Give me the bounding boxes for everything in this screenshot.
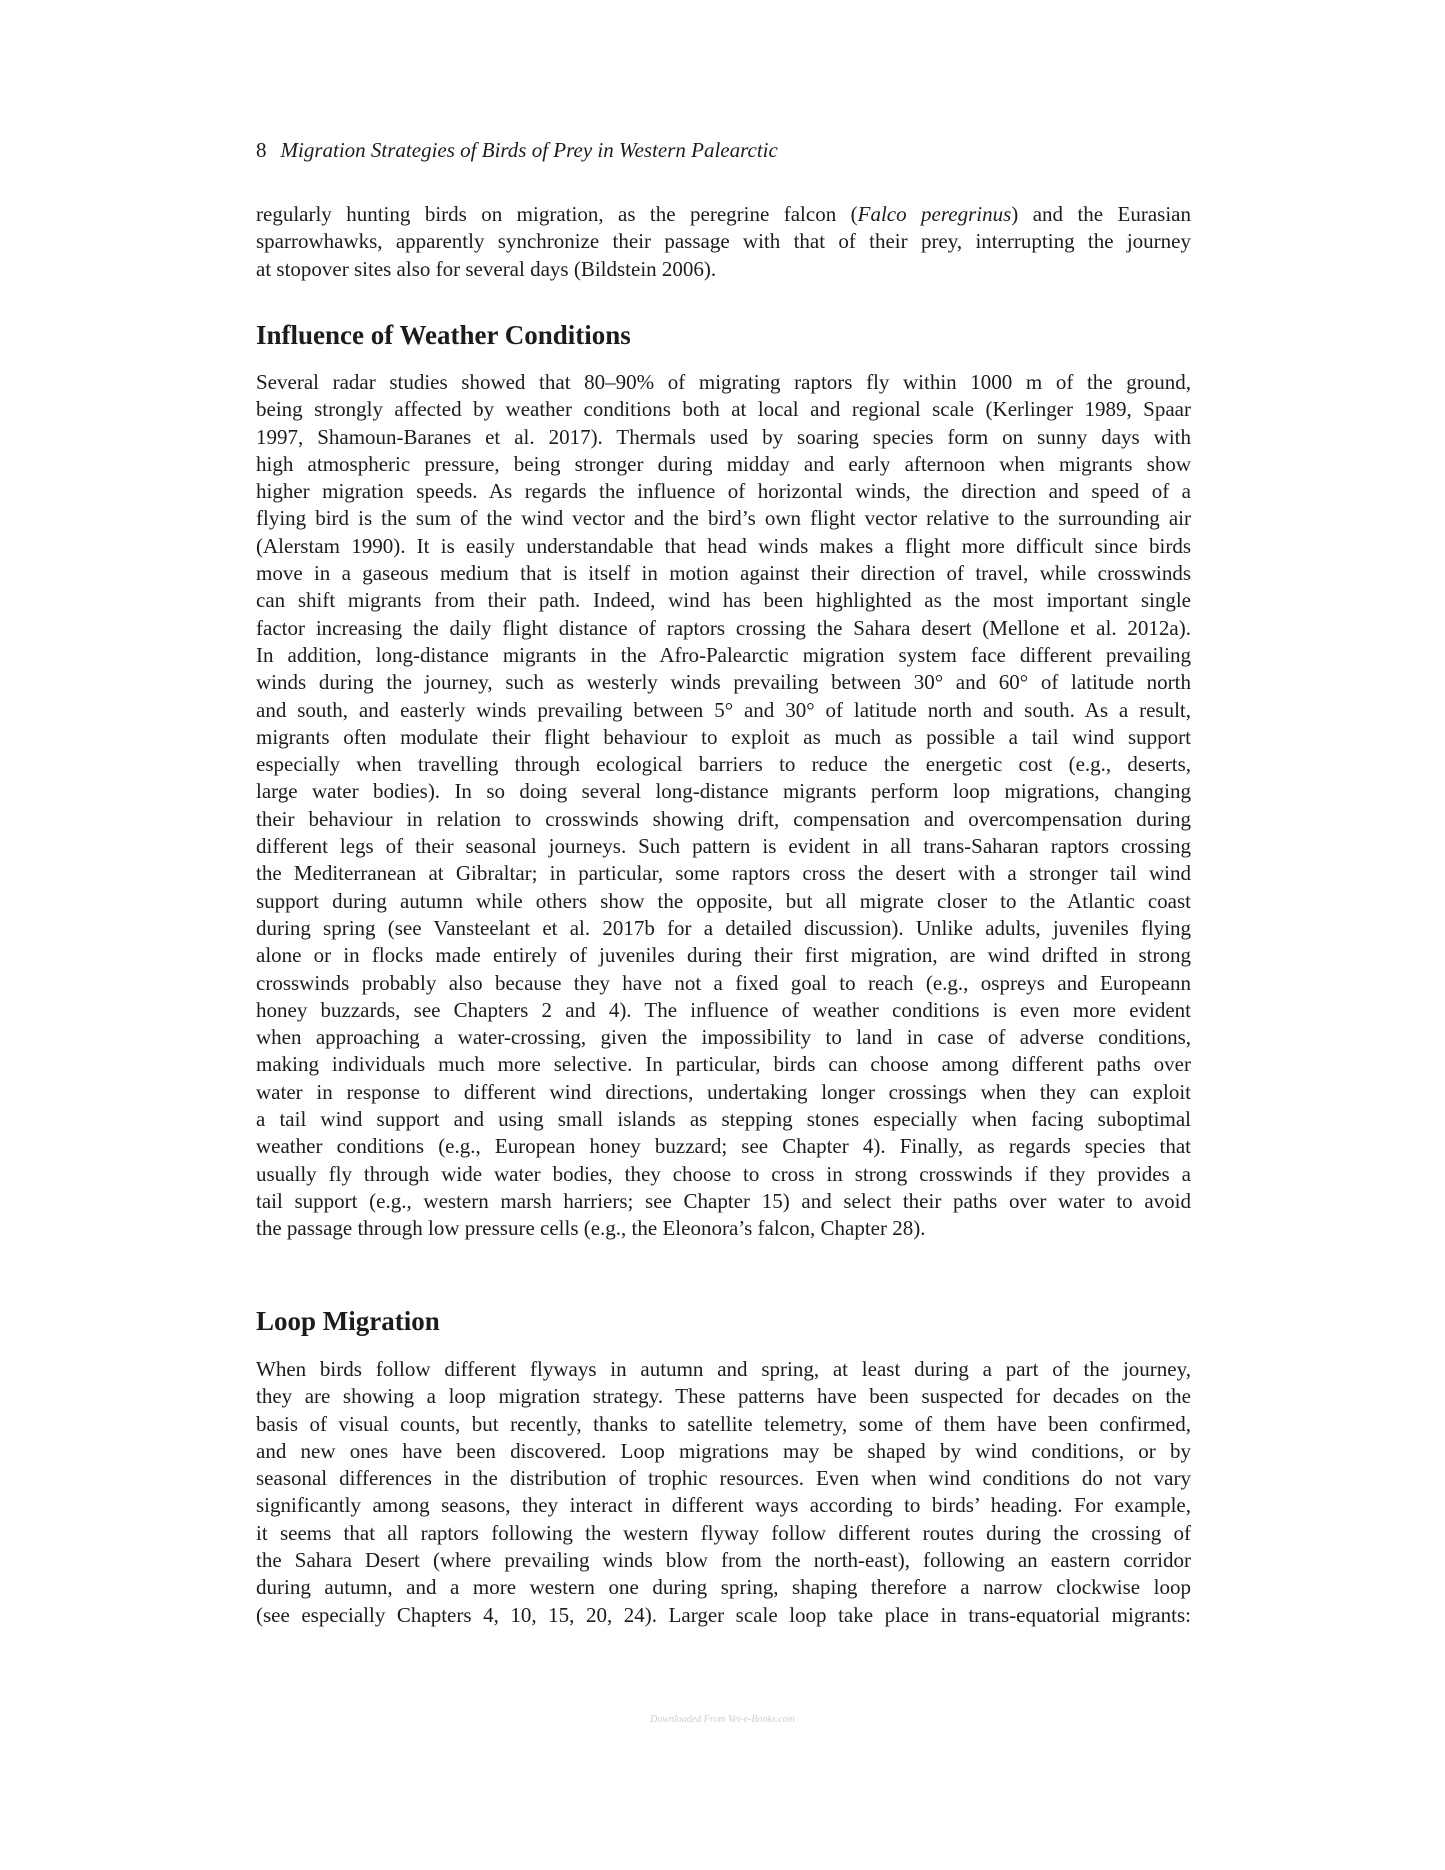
text-line: their behaviour in relation to crosswinds showing drift, compensation and overcompensation during [256, 806, 1191, 831]
text-line: Several radar studies showed that 80–90% of migrating raptors fly within 1000 m of the ground, [256, 370, 1191, 394]
text-line: honey buzzards, see Chapters 2 and 4). The influence of weather conditions is even more evident [256, 997, 1191, 1022]
text-line [256, 201, 1191, 228]
text-line: it seems that all raptors following the western flyway follow different routes during the crossing of [256, 1520, 1191, 1545]
text-line: large water bodies). In so doing several long-distance migrants perform loop migrations, changing [256, 779, 1191, 804]
line-suffix: ) and the Eurasian [1011, 202, 1191, 226]
text-line: move in a gaseous medium that is itself in motion against their direction of travel, while crosswinds [256, 561, 1191, 586]
weather-paragraph [256, 369, 1191, 1243]
text-line: during autumn, and a more western one during spring, shaping therefore a narrow clockwise loop [256, 1575, 1191, 1600]
text-line: basis of visual counts, but recently, thanks to satellite telemetry, some of them have been confirmed, [256, 1411, 1191, 1436]
text-line: can shift migrants from their path. Indeed, wind has been highlighted as the most important single [256, 588, 1191, 613]
species-name: Falco peregrinus [857, 202, 1012, 226]
text-line: winds during the journey, such as westerly winds prevailing between 30° and 60° of latitude north [256, 670, 1191, 695]
text-line: flying bird is the sum of the wind vector and the bird’s own flight vector relative to the surrounding air [256, 506, 1191, 531]
text-line: seasonal differences in the distribution of trophic resources. Even when wind conditions do not vary [256, 1466, 1191, 1491]
watermark: Downloaded From Vet-e-Books.com [650, 1714, 795, 1725]
text-line: alone or in flocks made entirely of juveniles during their first migration, are wind drifted in strong [256, 943, 1191, 968]
text-line: crosswinds probably also because they have not a fixed goal to reach (e.g., ospreys and Europeann [256, 970, 1191, 995]
text-line: tail support (e.g., western marsh harriers; see Chapter 15) and select their paths over water to avoid [256, 1188, 1191, 1213]
text-line: factor increasing the daily flight distance of raptors crossing the Sahara desert (Mellone et al. 2012a). [256, 615, 1191, 640]
text-line: at stopover sites also for several days (Bildstein 2006). [256, 256, 717, 281]
text-line: especially when travelling through ecological barriers to reduce the energetic cost (e.g., deserts, [256, 752, 1191, 777]
text-line: weather conditions (e.g., European honey buzzard; see Chapter 4). Finally, as regards species that [256, 1134, 1191, 1159]
text-line: during spring (see Vansteelant et al. 2017b for a detailed discussion). Unlike adults, juveniles flying [256, 915, 1191, 940]
text-line: water in response to different wind directions, undertaking longer crossings when they can exploit [256, 1079, 1191, 1104]
text-line: usually fly through wide water bodies, they choose to cross in strong crosswinds if they provides a [256, 1161, 1191, 1186]
section-heading-loop: Loop Migration [256, 1306, 440, 1336]
text-line: higher migration speeds. As regards the influence of horizontal winds, the direction and speed of a [256, 479, 1191, 504]
text-line: In addition, long-distance migrants in the Afro-Palearctic migration system face different prevailing [256, 642, 1191, 667]
text-line: the Sahara Desert (where prevailing winds blow from the north-east), following an eastern corridor [256, 1548, 1191, 1573]
text-line: support during autumn while others show the opposite, but all migrate closer to the Atlantic coast [256, 888, 1191, 913]
text-line: sparrowhawks, apparently synchronize their passage with that of their prey, interrupting the journey [256, 229, 1191, 254]
text-line: the passage through low pressure cells (e.g., the Eleonora’s falcon, Chapter 28). [256, 1216, 926, 1241]
section-heading-weather: Influence of Weather Conditions [256, 320, 631, 350]
text-line: making individuals much more selective. In particular, birds can choose among different paths over [256, 1052, 1191, 1077]
running-header [256, 138, 778, 163]
text-line: significantly among seasons, they interact in different ways according to birds’ heading. For example, [256, 1493, 1191, 1518]
loop-paragraph [256, 1356, 1191, 1629]
page-number: 8 [256, 138, 267, 162]
text-line: and new ones have been discovered. Loop migrations may be shaped by wind conditions, or by [256, 1438, 1191, 1463]
text-line: a tail wind support and using small islands as stepping stones especially when facing suboptimal [256, 1107, 1191, 1132]
running-title: Migration Strategies of Birds of Prey in Western Palearctic [280, 138, 778, 162]
text-line: being strongly affected by weather conditions both at local and regional scale (Kerlinger 1989, Spaar [256, 397, 1191, 422]
text-line: they are showing a loop migration strategy. These patterns have been suspected for decades on the [256, 1384, 1191, 1409]
text-line: 1997, Shamoun-Baranes et al. 2017). Thermals used by soaring species form on sunny days with [256, 424, 1191, 449]
line-prefix: regularly hunting birds on migration, as the peregrine falcon ( [256, 202, 858, 226]
text-line: When birds follow different flyways in autumn and spring, at least during a part of the journey, [256, 1357, 1191, 1381]
text-line: and south, and easterly winds prevailing between 5° and 30° of latitude north and south. As a result, [256, 697, 1191, 722]
text-line: when approaching a water-crossing, given the impossibility to land in case of adverse conditions, [256, 1025, 1191, 1050]
intro-paragraph [256, 201, 1191, 283]
text-line: (Alerstam 1990). It is easily understandable that head winds makes a flight more difficult since birds [256, 533, 1191, 558]
text-line: high atmospheric pressure, being stronger during midday and early afternoon when migrants show [256, 451, 1191, 476]
text-line: the Mediterranean at Gibraltar; in particular, some raptors cross the desert with a stronger tail wind [256, 861, 1191, 886]
text-line: migrants often modulate their flight behaviour to exploit as much as possible a tail wind support [256, 724, 1191, 749]
text-line: (see especially Chapters 4, 10, 15, 20, 24). Larger scale loop take place in trans-equatorial migrants: [256, 1602, 1191, 1627]
text-line: different legs of their seasonal journeys. Such pattern is evident in all trans-Saharan raptors crossing [256, 834, 1191, 859]
